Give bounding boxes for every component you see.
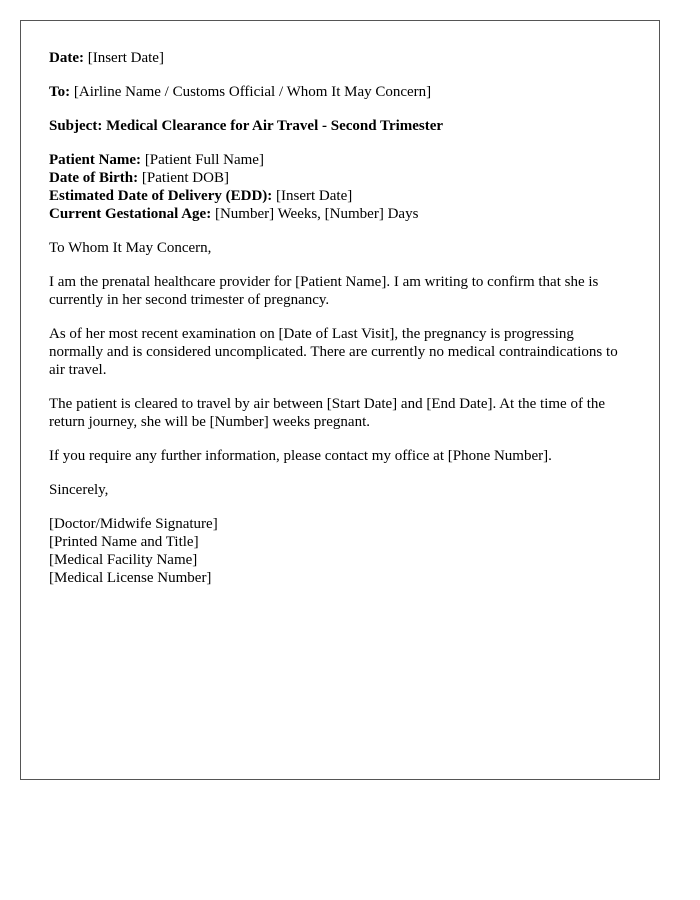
date-label: Date:	[49, 50, 84, 66]
signature-line: [Doctor/Midwife Signature]	[49, 516, 218, 532]
printed-name-line: [Printed Name and Title]	[49, 534, 199, 550]
closing: Sincerely,	[49, 482, 109, 498]
to-value: [Airline Name / Customs Official / Whom It May Concern]	[70, 84, 432, 100]
gestational-age-line	[49, 205, 631, 223]
paragraph-contact: If you require any further information, please contact my office at [Phone Number].	[49, 448, 552, 464]
edd-label: Estimated Date of Delivery (EDD):	[49, 188, 273, 204]
date-line	[49, 49, 631, 67]
paragraph-clearance: The patient is cleared to travel by air between [Start Date] and [End Date]. At the time of the return journey, she will be [Number] weeks pregnant.	[49, 396, 606, 430]
gestational-age-label: Current Gestational Age:	[49, 206, 212, 222]
dob-line	[49, 169, 631, 187]
license-line: [Medical License Number]	[49, 570, 212, 586]
greeting: To Whom It May Concern,	[49, 240, 212, 256]
patient-details	[49, 151, 631, 223]
date-value: [Insert Date]	[83, 50, 164, 66]
edd-line	[49, 187, 631, 205]
dob-label: Date of Birth:	[49, 170, 139, 186]
facility-line: [Medical Facility Name]	[49, 552, 198, 568]
dob-value: [Patient DOB]	[138, 170, 229, 186]
paragraph-provider: I am the prenatal healthcare provider for [Patient Name]. I am writing to confirm that she is currently in her second trimester of pregnancy.	[49, 274, 599, 308]
recipient-line	[49, 83, 631, 101]
patient-name-value: [Patient Full Name]	[141, 152, 264, 168]
patient-name-label: Patient Name:	[49, 152, 142, 168]
subject-line: Subject: Medical Clearance for Air Travel - Second Trimester	[49, 118, 444, 134]
patient-name-line	[49, 151, 631, 169]
edd-value: [Insert Date]	[272, 188, 353, 204]
gestational-age-value: [Number] Weeks, [Number] Days	[211, 206, 419, 222]
signature-block	[49, 515, 631, 587]
to-label: To:	[49, 84, 71, 100]
letter-document	[20, 20, 660, 780]
paragraph-examination: As of her most recent examination on [Date of Last Visit], the pregnancy is progressing normally and is considered uncomplicated. There are currently no medical contraindications to air travel.	[49, 326, 618, 378]
